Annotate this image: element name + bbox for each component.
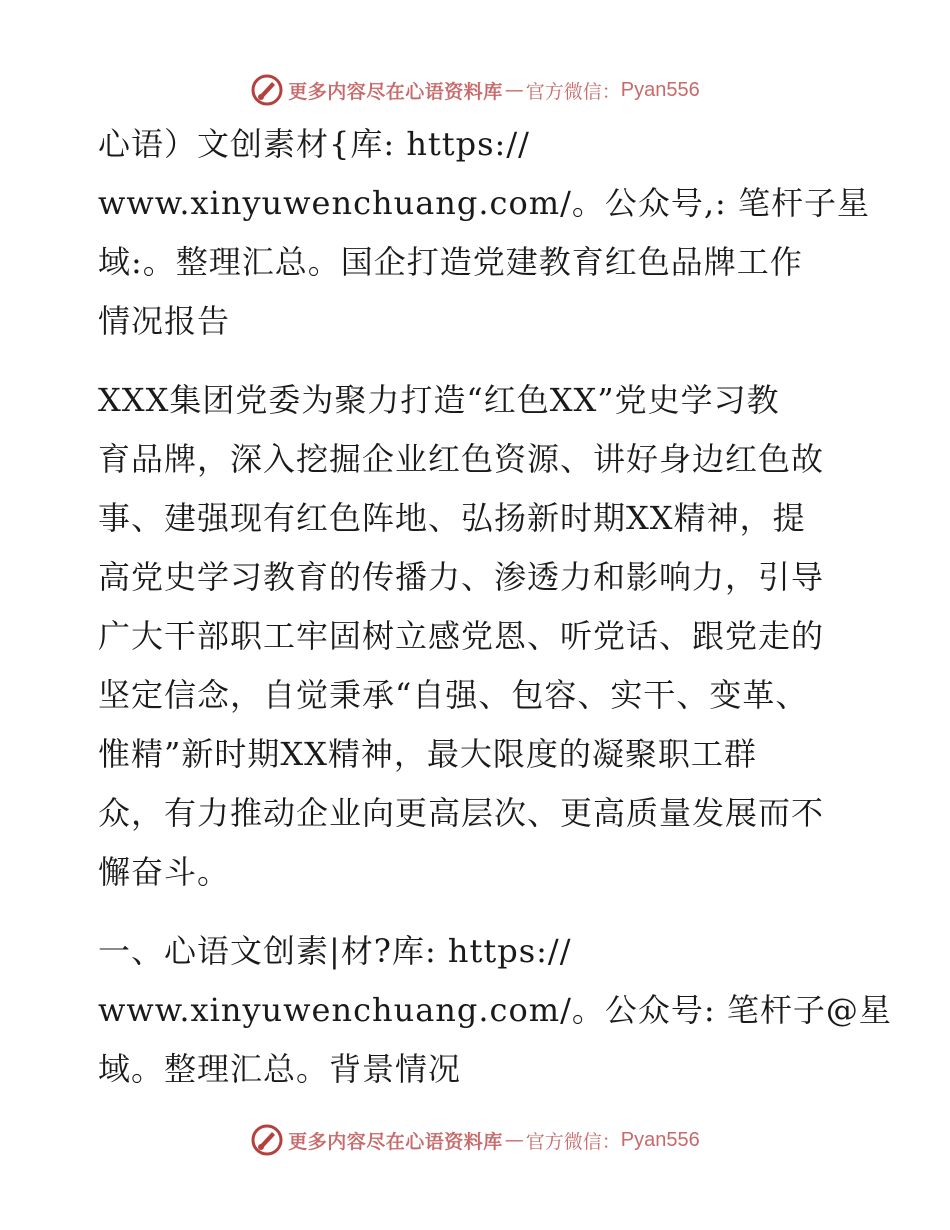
text-line: XXX集团党委为聚力打造“红色XX”党史学习教 <box>98 381 780 419</box>
banner-wechat-label: 官方微信： <box>525 1130 621 1153</box>
banner-brand-text: 更多内容尽在心语资料库 <box>288 80 503 103</box>
banner-wechat-id: Pyan556 <box>620 1128 700 1151</box>
brand-logo-icon <box>250 1123 284 1157</box>
banner-separator: — <box>504 79 524 101</box>
document-body <box>98 115 892 1119</box>
text-line: 广大干部职工牢固树立感党恩、听党话、跟党走的 <box>98 617 825 655</box>
text-line: www.xinyuwenchuang.com/。公众号,: 笔杆子星 <box>98 184 870 222</box>
banner-wechat-id: Pyan556 <box>620 78 700 101</box>
text-line: 心语）文创素材{库: https:// <box>98 125 530 163</box>
header-banner <box>0 70 950 110</box>
text-line: 高党史学习教育的传播力、渗透力和影响力，引导 <box>98 558 825 596</box>
text-line: 坚定信念，自觉秉承“自强、包容、实干、变革、 <box>98 676 809 714</box>
text-line: 域:。整理汇总。国企打造党建教育红色品牌工作 <box>98 243 803 281</box>
text-line: 众，有力推动企业向更高层次、更高质量发展而不 <box>98 794 825 832</box>
text-line: 惟精”新时期XX精神，最大限度的凝聚职工群 <box>98 735 757 773</box>
banner-wechat-label: 官方微信： <box>525 80 621 103</box>
text-line: 域。整理汇总。背景情况 <box>98 1050 462 1088</box>
text-line: 事、建强现有红色阵地、弘扬新时期XX精神，提 <box>98 499 806 537</box>
paragraph-section-heading <box>98 922 892 1099</box>
brand-logo-icon <box>250 73 284 107</box>
text-line: 懈奋斗。 <box>98 853 231 891</box>
banner-separator: — <box>504 1129 524 1151</box>
footer-banner <box>0 1120 950 1160</box>
paragraph-title <box>98 115 870 351</box>
banner-brand-text: 更多内容尽在心语资料库 <box>288 1130 503 1153</box>
text-line: www.xinyuwenchuang.com/。公众号: 笔杆子@星 <box>98 991 892 1029</box>
paragraph-intro <box>98 371 858 902</box>
text-line: 育品牌，深入挖掘企业红色资源、讲好身边红色故 <box>98 440 825 478</box>
text-line: 一、心语文创素|材?库: https:// <box>98 932 572 970</box>
text-line: 情况报告 <box>98 302 231 340</box>
